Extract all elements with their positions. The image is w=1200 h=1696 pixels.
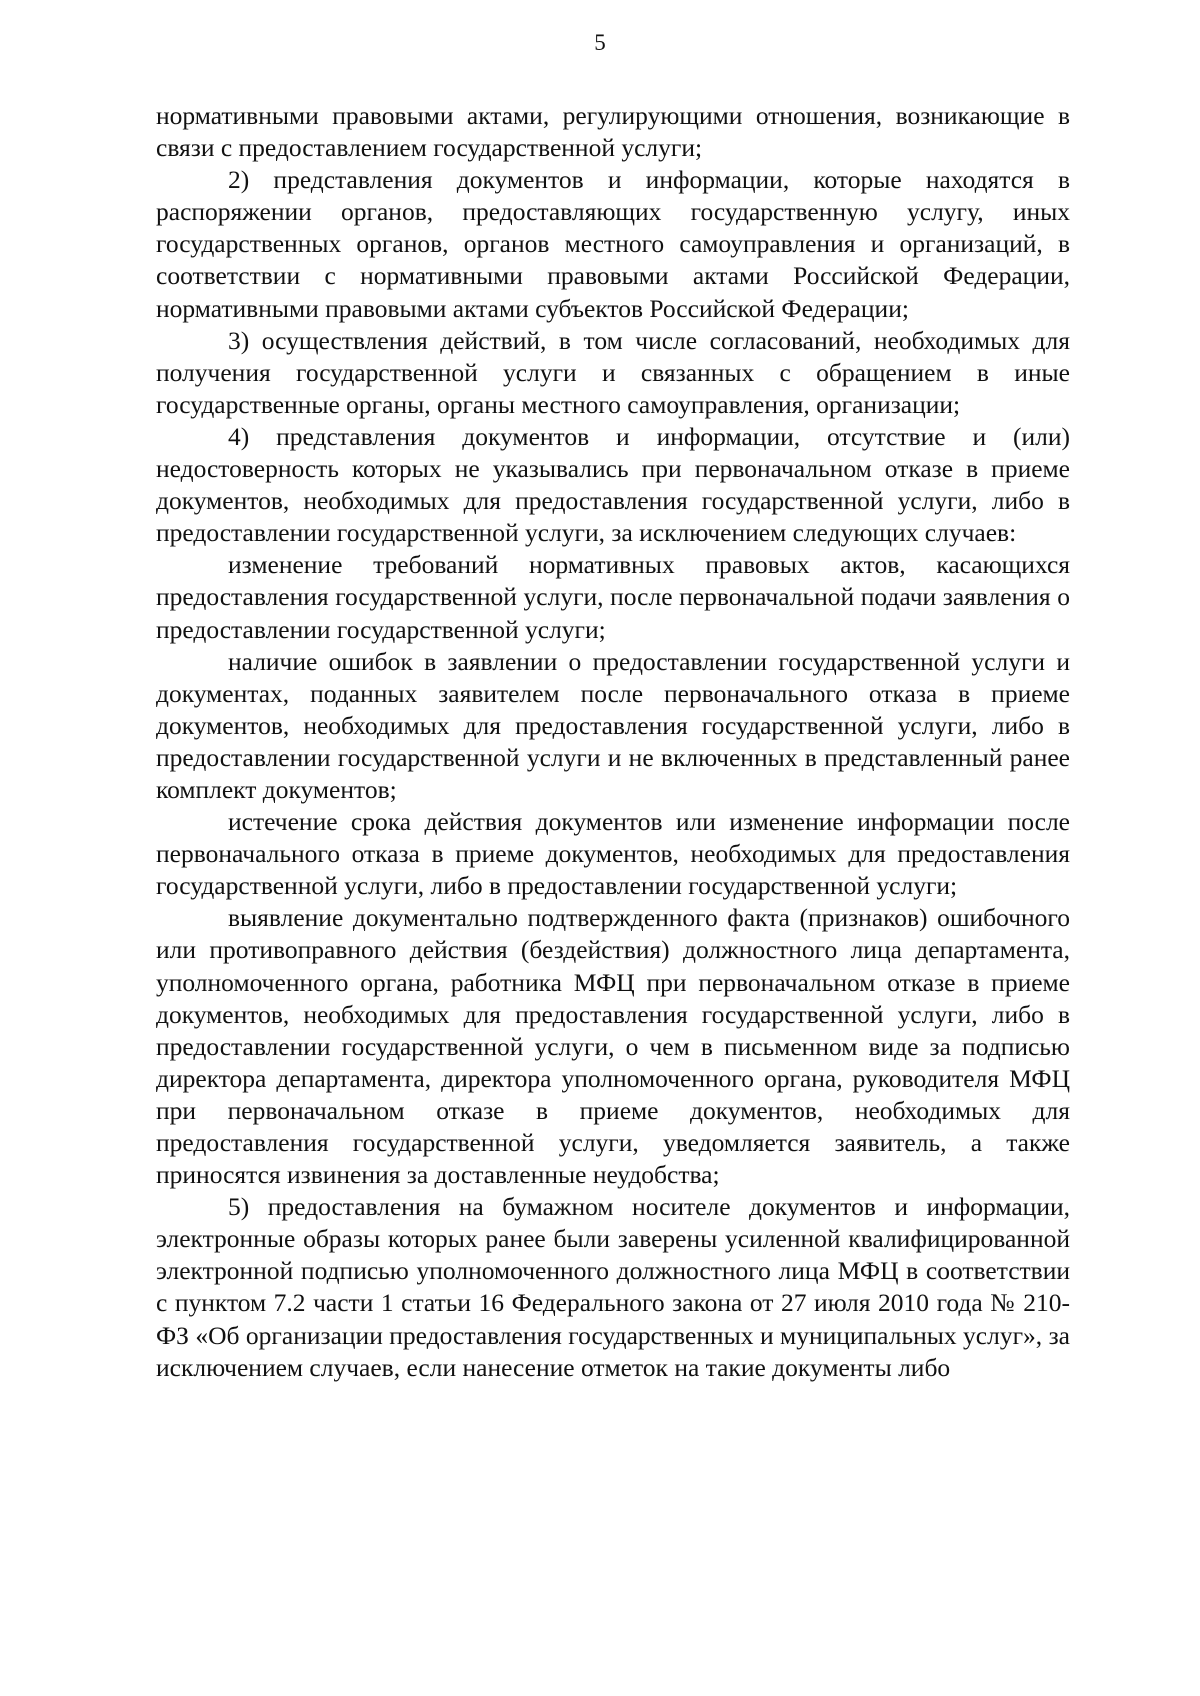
paragraph-case-expiry: истечение срока действия документов или изменение информации после первоначального отказа в приеме документов, необходимых для предоставления государственной услуги, либо в предоставлении государственной услуги; <box>156 807 1070 901</box>
paragraph-continuation: нормативными правовыми актами, регулирующими отношения, возникающие в связи с предоставлением государственной услуги; <box>156 101 1070 163</box>
page-number: 5 <box>594 30 606 55</box>
paragraph-case-errors: наличие ошибок в заявлении о предоставлении государственной услуги и документах, поданных заявителем после первоначального отказа в приеме документов, необходимых для предоставления государственной услуги, либо в предоставлении государственной услуги и не включенных в представленный ранее комплект документов; <box>156 646 1070 804</box>
paragraph-item-3: 3) осуществления действий, в том числе согласований, необходимых для получения государственной услуги и связанных с обращением в иные государственные органы, органы местного самоуправления, организации; <box>156 325 1070 419</box>
paragraph-item-5: 5) предоставления на бумажном носителе документов и информации, электронные образы которых ранее были заверены усиленной квалифицированной электронной подписью уполномоченного должностного лица МФЦ в соответствии с пунктом 7.2 части 1 статьи 16 Федерального закона от 27 июля 2010 года № 210-ФЗ «Об организации предоставления государственных и муниципальных услуг», за исключением случаев, если нанесение отметок на такие документы либо <box>156 1192 1070 1382</box>
paragraph-case-misconduct: выявление документально подтвержденного факта (признаков) ошибочного или противоправного действия (бездействия) должностного лица департамента, уполномоченного органа, работника МФЦ при первоначальном отказе в приеме документов, необходимых для предоставления государственной услуги, либо в предоставлении государственной услуги, о чем в письменном виде за подписью директора департамента, директора уполномоченного органа, руководителя МФЦ при первоначальном отказе в приеме документов, необходимых для предоставления государственной услуги, уведомляется заявитель, а также приносятся извинения за доставленные неудобства; <box>156 903 1070 1190</box>
paragraph-case-requirements-change: изменение требований нормативных правовых актов, касающихся предоставления государственной услуги, после первоначальной подачи заявления о предоставлении государственной услуги; <box>156 550 1070 644</box>
paragraph-item-2: 2) представления документов и информации, которые находятся в распоряжении органов, предоставляющих государственную услугу, иных государственных органов, органов местного самоуправления и организаций, в соответствии с нормативными правовыми актами Российской Федерации, нормативными правовыми актами субъектов Российской Федерации; <box>156 165 1070 323</box>
paragraph-item-4: 4) представления документов и информации, отсутствие и (или) недостоверность которых не указывались при первоначальном отказе в приеме документов, необходимых для предоставления государственной услуги, либо в предоставлении государственной услуги, за исключением следующих случаев: <box>156 421 1070 548</box>
document-body <box>156 100 1070 1384</box>
